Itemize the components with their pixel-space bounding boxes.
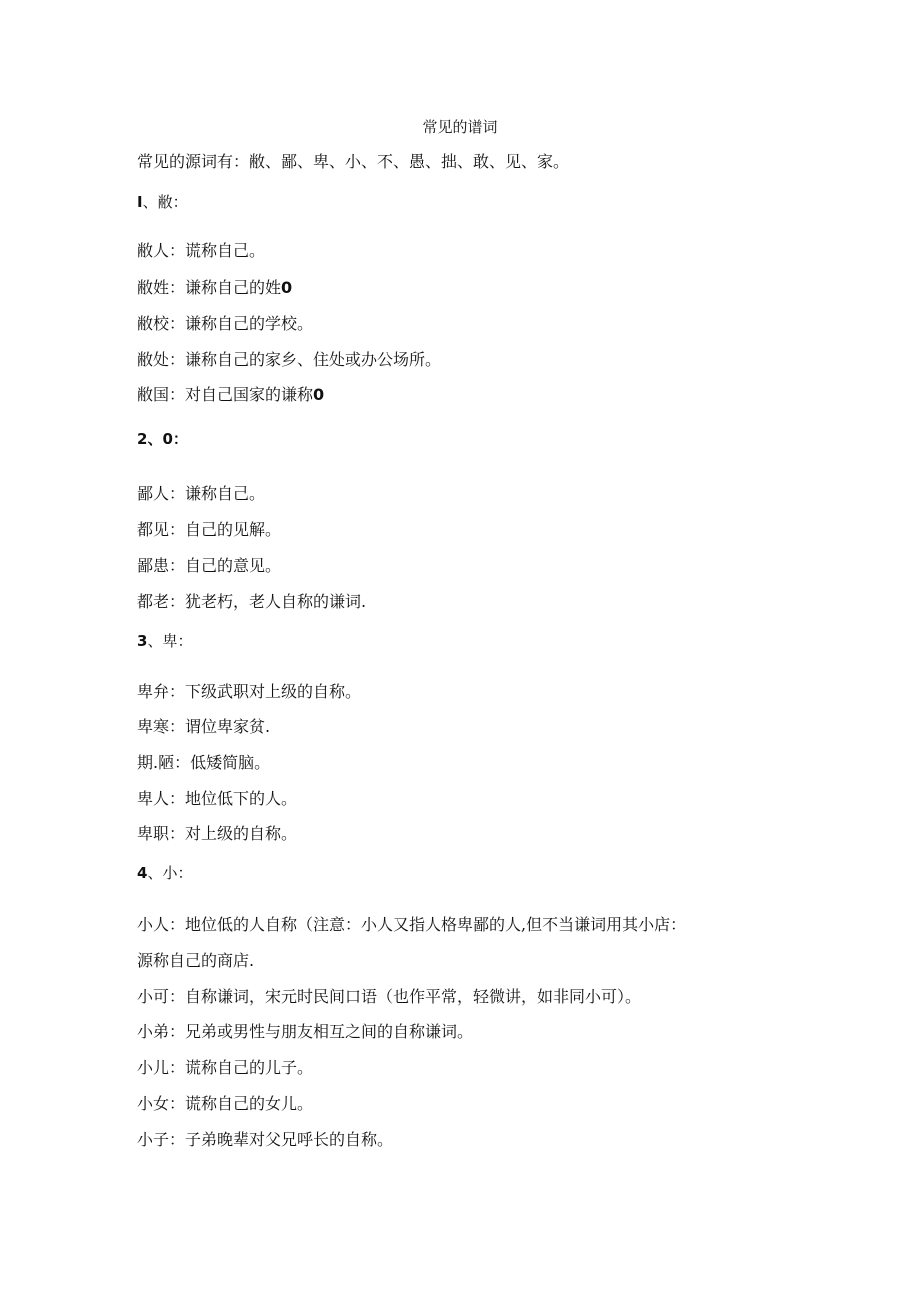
list-item: 敝处：谦称自己的家乡、住处或办公场所。 — [137, 350, 442, 369]
section-heading-text: 、卑： — [147, 632, 193, 650]
list-item: 卑职：对上级的自称。 — [137, 824, 298, 843]
list-item: 鄙患：自己的意见。 — [137, 556, 282, 575]
list-item: 都老：犹老朽，老人自称的谦词. — [137, 592, 367, 611]
section-heading-text: 、0： — [147, 430, 188, 448]
section-heading-text: 、敝： — [142, 193, 188, 211]
list-item: 卑寒：谓位卑家贫. — [137, 717, 271, 736]
list-item: 小人：地位低的人自称（注意：小人又指人格卑鄙的人,但不当谦词用其小店： — [137, 915, 687, 934]
list-item: 敝校：谦称自己的学校。 — [137, 314, 314, 333]
section-heading-1 — [137, 191, 188, 213]
section-heading-2 — [137, 428, 188, 450]
section-number: 4 — [137, 864, 148, 882]
list-item-suffix: 0 — [313, 385, 325, 404]
list-item: 敝人：谎称自己。 — [137, 241, 266, 260]
section-heading-4 — [137, 862, 192, 884]
list-item-text: 敝国：对自己国家的谦称 — [137, 385, 314, 404]
list-item: 鄙人：谦称自己。 — [137, 484, 266, 503]
list-item — [137, 384, 324, 406]
list-item — [137, 277, 292, 299]
list-item: 源称自己的商店. — [137, 951, 255, 970]
list-item-suffix: 0 — [281, 278, 293, 297]
list-item: 小女：谎称自己的女儿。 — [137, 1094, 314, 1113]
list-item: 小儿：谎称自己的儿子。 — [137, 1058, 314, 1077]
intro-text: 常见的源词有：敝、鄙、卑、小、不、愚、拙、敢、见、家。 — [137, 152, 570, 171]
list-item: 卑人：地位低下的人。 — [137, 789, 298, 808]
section-number: I — [137, 193, 143, 211]
section-number: 2 — [137, 430, 148, 448]
list-item: 卑弁：下级武职对上级的自称。 — [137, 682, 362, 701]
page-title: 常见的谱词 — [422, 118, 498, 136]
list-item-text: 敝姓：谦称自己的姓 — [137, 278, 282, 297]
list-item: 小弟：兄弟或男性与朋友相互之间的自称谦词。 — [137, 1022, 474, 1041]
section-heading-text: 、小： — [147, 864, 193, 882]
section-heading-3 — [137, 630, 192, 652]
list-item: 都见：自己的见解。 — [137, 520, 282, 539]
section-number: 3 — [137, 632, 148, 650]
list-item: 小子：子弟晚辈对父兄呼长的自称。 — [137, 1130, 394, 1149]
list-item: 小可：自称谦词，宋元时民间口语（也作平常，轻微讲，如非同小可）。 — [137, 987, 642, 1006]
list-item: 期.陋：低矮简脑。 — [137, 753, 271, 772]
